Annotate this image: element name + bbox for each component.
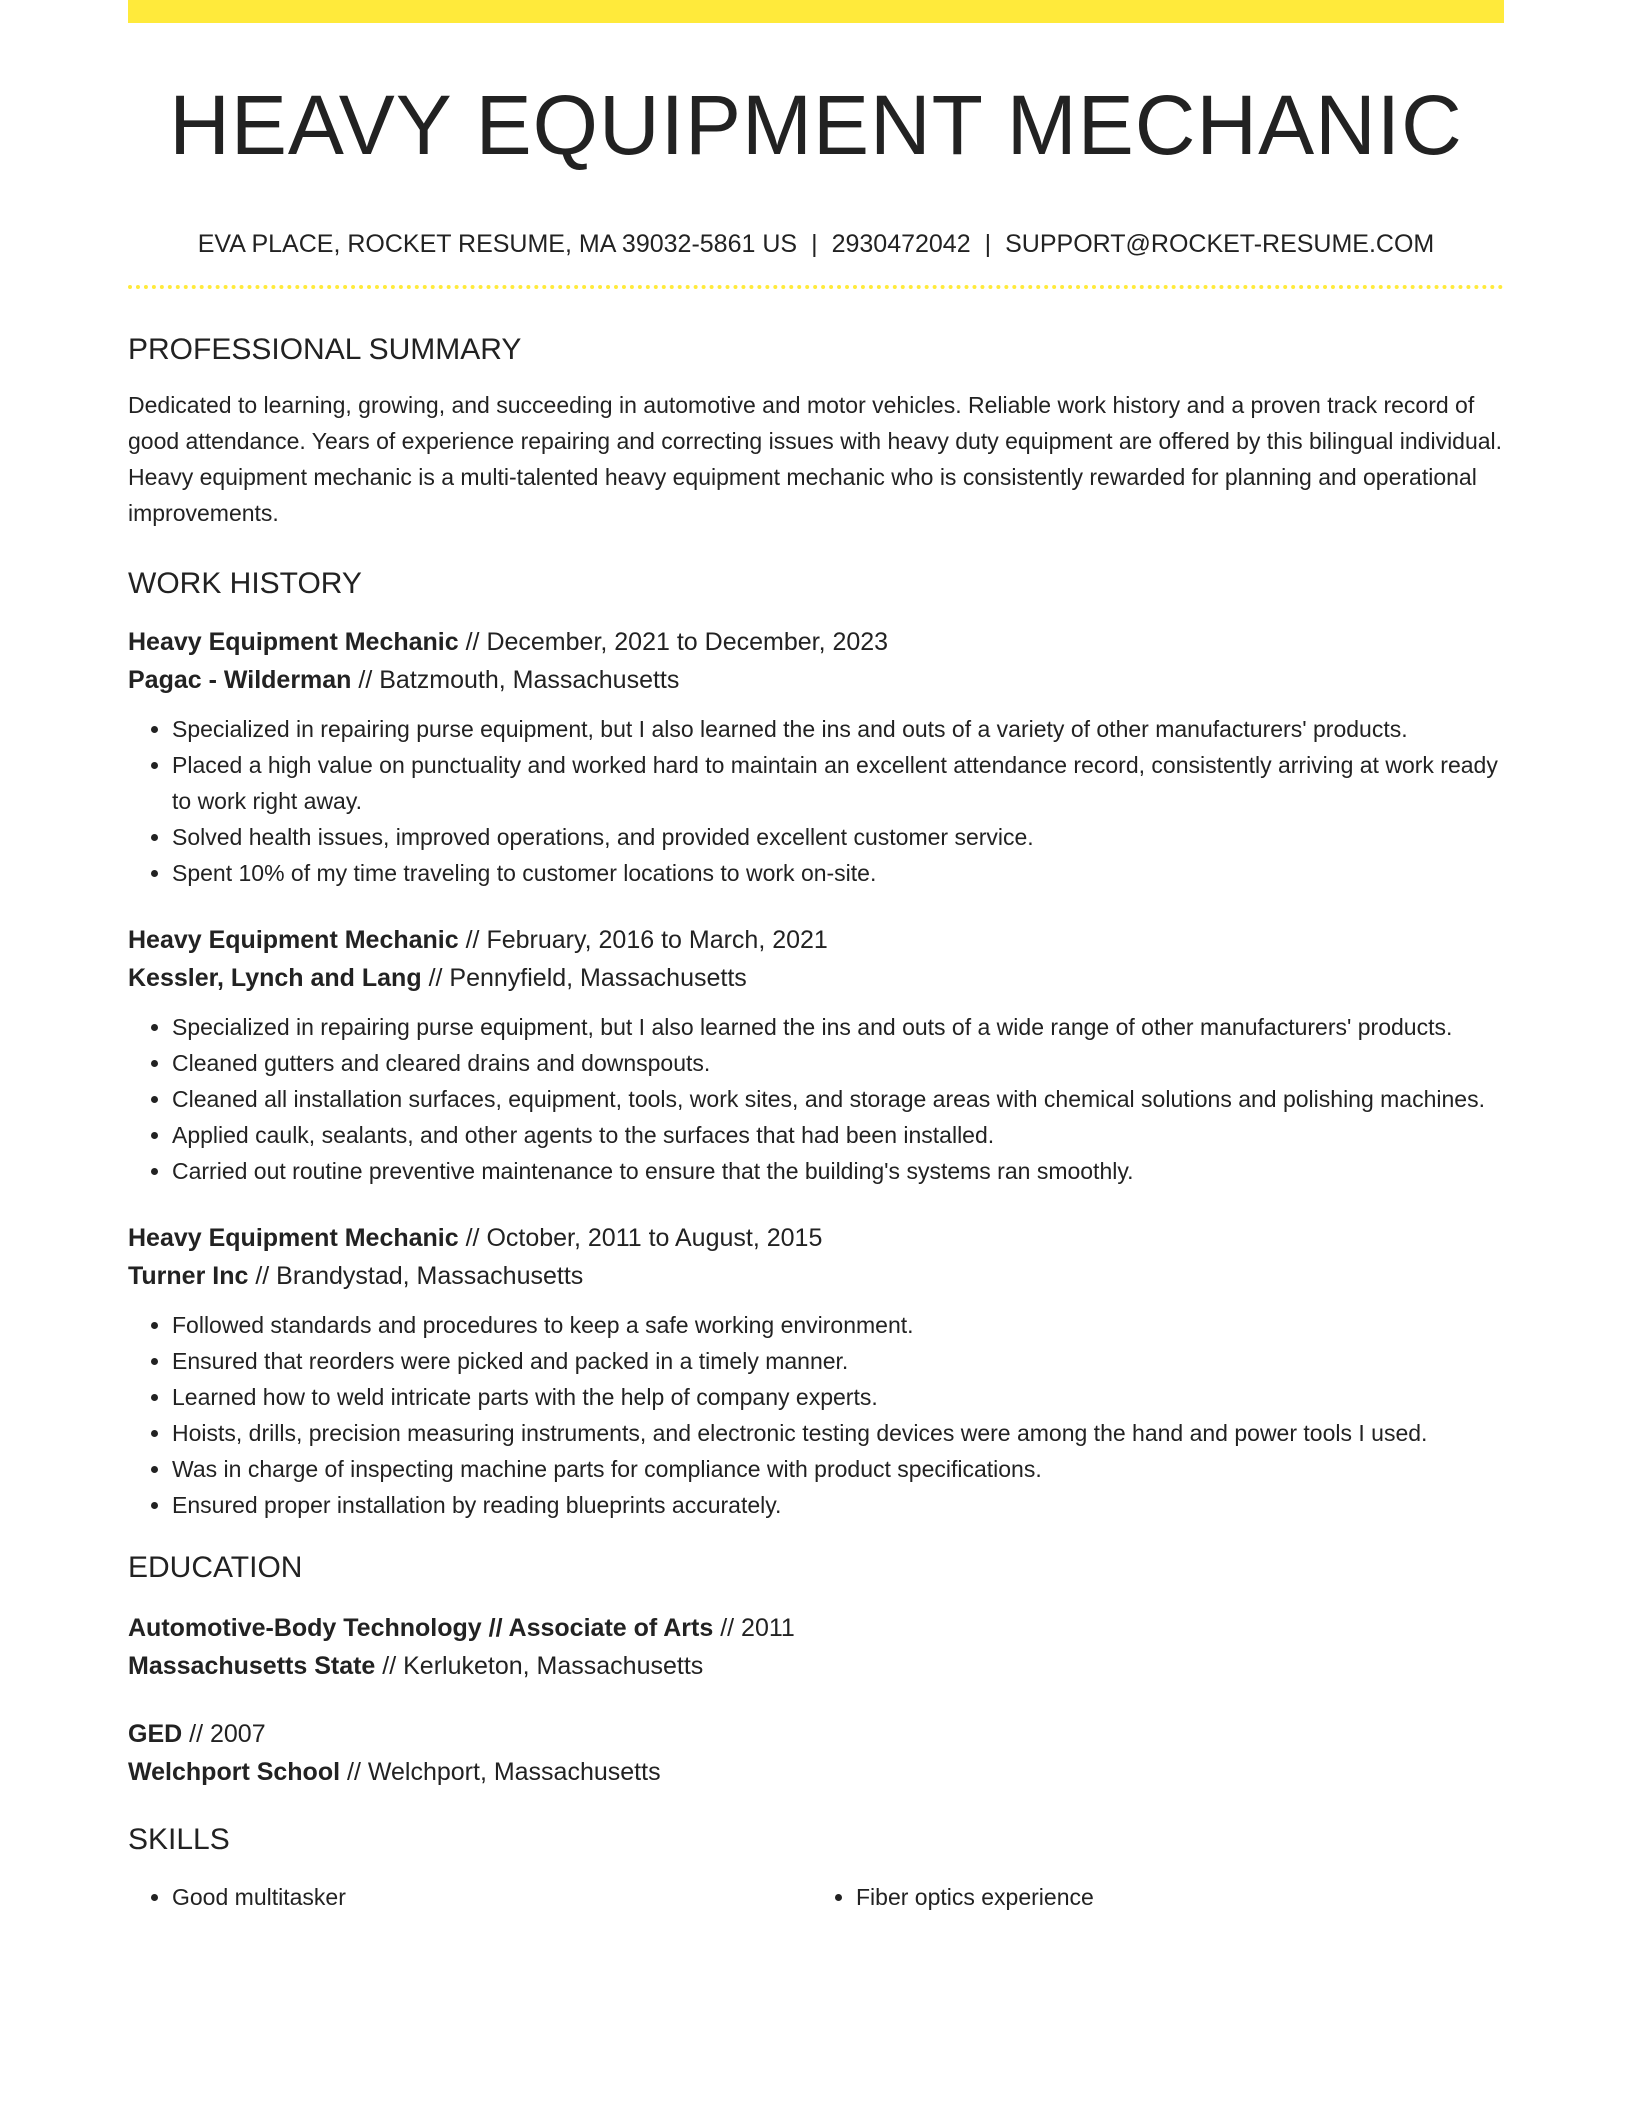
job-bullet: • Was in charge of inspecting machine parts for compliance with product specifications. (172, 1451, 1504, 1487)
job-title-line (128, 623, 1504, 661)
resume-title: HEAVY EQUIPMENT MECHANIC (169, 78, 1463, 172)
job-bullets (128, 1009, 1504, 1189)
job-bullets (128, 711, 1504, 891)
job-bullet: • Solved health issues, improved operations, and provided excellent customer service. (172, 819, 1504, 855)
job-bullet: • Followed standards and procedures to keep a safe working environment. (172, 1307, 1504, 1343)
job-entry (128, 623, 1504, 891)
skills-column-left (128, 1879, 806, 1915)
education-degree-line (128, 1609, 1504, 1647)
education-location: // Kerluketon, Massachusetts (382, 1652, 704, 1680)
job-location: // Brandystad, Massachusetts (255, 1262, 584, 1290)
education-location: // Welchport, Massachusetts (347, 1758, 661, 1786)
education-degree: GED (128, 1720, 183, 1748)
job-title: Heavy Equipment Mechanic (128, 1224, 459, 1252)
skills-columns (128, 1879, 1504, 1915)
job-company: Pagac - Wilderman (128, 666, 352, 694)
job-bullet: • Specialized in repairing purse equipment, but I also learned the ins and outs of a wide range of other manufacturers' products. (172, 1009, 1504, 1045)
education-school: Massachusetts State (128, 1652, 376, 1680)
contact-separator: | (811, 230, 818, 258)
dotted-divider (128, 285, 1504, 289)
education-school-line (128, 1753, 1504, 1791)
skills-column-right (806, 1879, 1490, 1915)
contact-phone: 2930472042 (831, 230, 971, 258)
skill-item: • Good multitasker (172, 1879, 806, 1915)
job-company-line (128, 1257, 1504, 1295)
job-bullet: • Applied caulk, sealants, and other agents to the surfaces that had been installed. (172, 1117, 1504, 1153)
contact-line (128, 232, 1504, 260)
education-degree-line (128, 1715, 1504, 1753)
job-company-line (128, 959, 1504, 997)
education-year: // 2007 (189, 1720, 266, 1748)
contact-email: SUPPORT@ROCKET-RESUME.COM (1005, 230, 1435, 258)
job-title: Heavy Equipment Mechanic (128, 926, 459, 954)
job-entry (128, 921, 1504, 1189)
section-heading-work-history: WORK HISTORY (128, 567, 362, 600)
job-bullet: • Specialized in repairing purse equipment, but I also learned the ins and outs of a variety of other manufacturers' products. (172, 711, 1504, 747)
section-heading-skills: SKILLS (128, 1823, 230, 1856)
section-heading-summary: PROFESSIONAL SUMMARY (128, 333, 522, 366)
job-title-line (128, 1219, 1504, 1257)
education-school-line (128, 1647, 1504, 1685)
job-company: Turner Inc (128, 1262, 249, 1290)
job-dates: // October, 2011 to August, 2015 (465, 1224, 823, 1252)
job-dates: // February, 2016 to March, 2021 (465, 926, 828, 954)
job-company-line (128, 661, 1504, 699)
job-bullet: • Ensured that reorders were picked and packed in a timely manner. (172, 1343, 1504, 1379)
education-year: // 2011 (720, 1614, 795, 1642)
education-entry (128, 1609, 1504, 1685)
job-title: Heavy Equipment Mechanic (128, 628, 459, 656)
job-title-line (128, 921, 1504, 959)
education-entry (128, 1715, 1504, 1791)
job-bullet: • Placed a high value on punctuality and worked hard to maintain an excellent attendance record, consistently arriving at work ready to work right away. (172, 747, 1504, 819)
contact-address: EVA PLACE, ROCKET RESUME, MA 39032-5861 US (197, 230, 798, 258)
job-bullet: • Learned how to weld intricate parts with the help of company experts. (172, 1379, 1504, 1415)
skill-item: • Fiber optics experience (856, 1879, 1490, 1915)
job-bullet: • Spent 10% of my time traveling to customer locations to work on-site. (172, 855, 1504, 891)
job-location: // Batzmouth, Massachusetts (358, 666, 680, 694)
top-accent-bar (128, 0, 1504, 23)
job-company: Kessler, Lynch and Lang (128, 964, 422, 992)
job-entry (128, 1219, 1504, 1523)
education-degree: Automotive-Body Technology // Associate of Arts (128, 1614, 714, 1642)
job-location: // Pennyfield, Massachusetts (428, 964, 747, 992)
job-bullets (128, 1307, 1504, 1523)
job-bullet: • Ensured proper installation by reading blueprints accurately. (172, 1487, 1504, 1523)
job-bullet: • Cleaned gutters and cleared drains and downspouts. (172, 1045, 1504, 1081)
contact-separator: | (984, 230, 992, 258)
job-bullet: • Carried out routine preventive maintenance to ensure that the building's systems ran smoothly. (172, 1153, 1504, 1189)
resume-page (128, 0, 1504, 1915)
education-school: Welchport School (128, 1758, 341, 1786)
job-bullet: • Cleaned all installation surfaces, equipment, tools, work sites, and storage areas with chemical solutions and polishing machines. (172, 1081, 1504, 1117)
job-bullet: • Hoists, drills, precision measuring instruments, and electronic testing devices were among the hand and power tools I used. (172, 1415, 1504, 1451)
summary-text: Dedicated to learning, growing, and succeeding in automotive and motor vehicles. Reliable work history and a proven track record of good attendance. Years of experience repairing and correcting issues with heavy duty equipment are offered by this bilingual individual. Heavy equipment mechanic is a multi-talented heavy equipment mechanic who is consistently rewarded for planning and operational improvements. (128, 392, 1503, 526)
section-heading-education: EDUCATION (128, 1551, 303, 1584)
job-dates: // December, 2021 to December, 2023 (465, 628, 889, 656)
